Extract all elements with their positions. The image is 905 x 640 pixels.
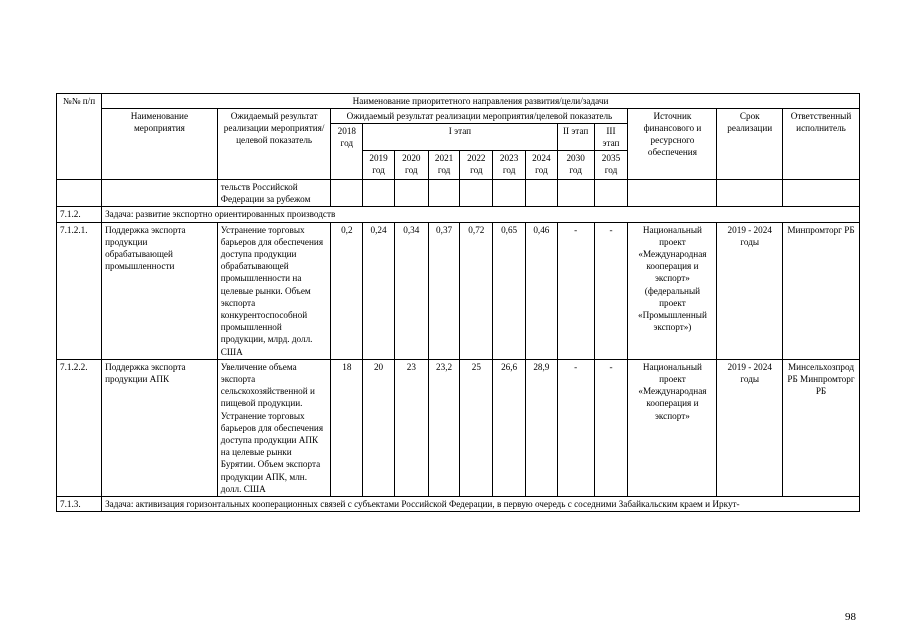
- program-table: [56, 93, 860, 512]
- header-source: Источник финансового и ресурсного обеспечения: [628, 109, 717, 180]
- row-result: Устранение торговых барьеров для обеспечения доступа продукции обрабатывающей промышленности на целевые рынки. Объем экспорта конкурентоспособной промышленной продукции, млрд. долл. США: [217, 222, 331, 359]
- row-result: Увеличение объема экспорта сельскохозяйственной и пищевой продукции. Устранение торговых барьеров для обеспечения доступа продукции АПК на целевые рынки Бурятии. Объем экспорта продукции АПК, млн. долл. США: [217, 359, 331, 496]
- row-source: Национальный проект «Международная кооперация и экспорт» (федеральный проект «Промышленный экспорт»): [628, 222, 717, 359]
- row-executor: Минпромторг РБ: [783, 222, 860, 359]
- row-value: 25: [460, 359, 493, 496]
- header-event-name: Наименование мероприятия: [102, 109, 218, 180]
- continuation-row: [57, 180, 860, 207]
- row-value: 28,9: [525, 359, 557, 496]
- header-expected-result: Ожидаемый результат реализации мероприятия/целевой показатель: [217, 109, 331, 180]
- page-number: 98: [845, 611, 856, 623]
- row-value: -: [557, 359, 594, 496]
- task-num: 7.1.3.: [57, 497, 102, 512]
- table-row: [57, 222, 860, 359]
- task-row: [57, 497, 860, 512]
- continuation-text: тельств Российской Федерации за рубежом: [217, 180, 331, 207]
- header-term: Срок реализации: [717, 109, 783, 180]
- header-year-2018: 2018 год: [331, 124, 363, 180]
- row-value: -: [594, 222, 628, 359]
- row-value: 23: [394, 359, 428, 496]
- row-event-name: Поддержка экспорта продукции обрабатывающей промышленности: [102, 222, 218, 359]
- row-source: Национальный проект «Международная кооперация и экспорт»: [628, 359, 717, 496]
- header-row-1: [57, 94, 860, 109]
- row-value: 0,46: [525, 222, 557, 359]
- row-value: 0,72: [460, 222, 493, 359]
- row-event-name: Поддержка экспорта продукции АПК: [102, 359, 218, 496]
- header-executor: Ответственный исполнитель: [783, 109, 860, 180]
- row-value: 18: [331, 359, 363, 496]
- header-year: 2024 год: [525, 151, 557, 180]
- header-year: 2021 год: [428, 151, 460, 180]
- header-year: 2035 год: [594, 151, 628, 180]
- row-value: 0,65: [493, 222, 526, 359]
- row-num: 7.1.2.1.: [57, 222, 102, 359]
- row-value: -: [594, 359, 628, 496]
- header-year: 2019 год: [363, 151, 395, 180]
- row-value: 0,34: [394, 222, 428, 359]
- row-term: 2019 - 2024 годы: [717, 359, 783, 496]
- row-num: 7.1.2.2.: [57, 359, 102, 496]
- row-value: 0,24: [363, 222, 395, 359]
- header-year: 2023 год: [493, 151, 526, 180]
- header-stage-3: III этап: [594, 124, 628, 151]
- header-year: 2022 год: [460, 151, 493, 180]
- task-text: Задача: развитие экспортно ориентированных производств: [102, 207, 860, 222]
- row-value: 0,2: [331, 222, 363, 359]
- task-num: 7.1.2.: [57, 207, 102, 222]
- row-value: 26,6: [493, 359, 526, 496]
- table-row: [57, 359, 860, 496]
- task-row: [57, 207, 860, 222]
- row-value: 20: [363, 359, 395, 496]
- row-value: 0,37: [428, 222, 460, 359]
- header-year: 2030 год: [557, 151, 594, 180]
- header-direction: Наименование приоритетного направления развития/цели/задачи: [102, 94, 860, 109]
- header-row-2: [57, 109, 860, 124]
- header-expected-result-span: Ожидаемый результат реализации мероприятия/целевой показатель: [331, 109, 628, 124]
- row-value: -: [557, 222, 594, 359]
- header-stage-1: I этап: [363, 124, 558, 151]
- header-stage-2: II этап: [557, 124, 594, 151]
- header-num: №№ п/п: [57, 94, 102, 180]
- task-text: Задача: активизация горизонтальных кооперационных связей с субъектами Российской Федерации, в первую очередь с соседними Забайкальским краем и Иркут-: [102, 497, 860, 512]
- row-term: 2019 - 2024 годы: [717, 222, 783, 359]
- row-executor: Минсельхозпрод РБ Минпромторг РБ: [783, 359, 860, 496]
- row-value: 23,2: [428, 359, 460, 496]
- header-year: 2020 год: [394, 151, 428, 180]
